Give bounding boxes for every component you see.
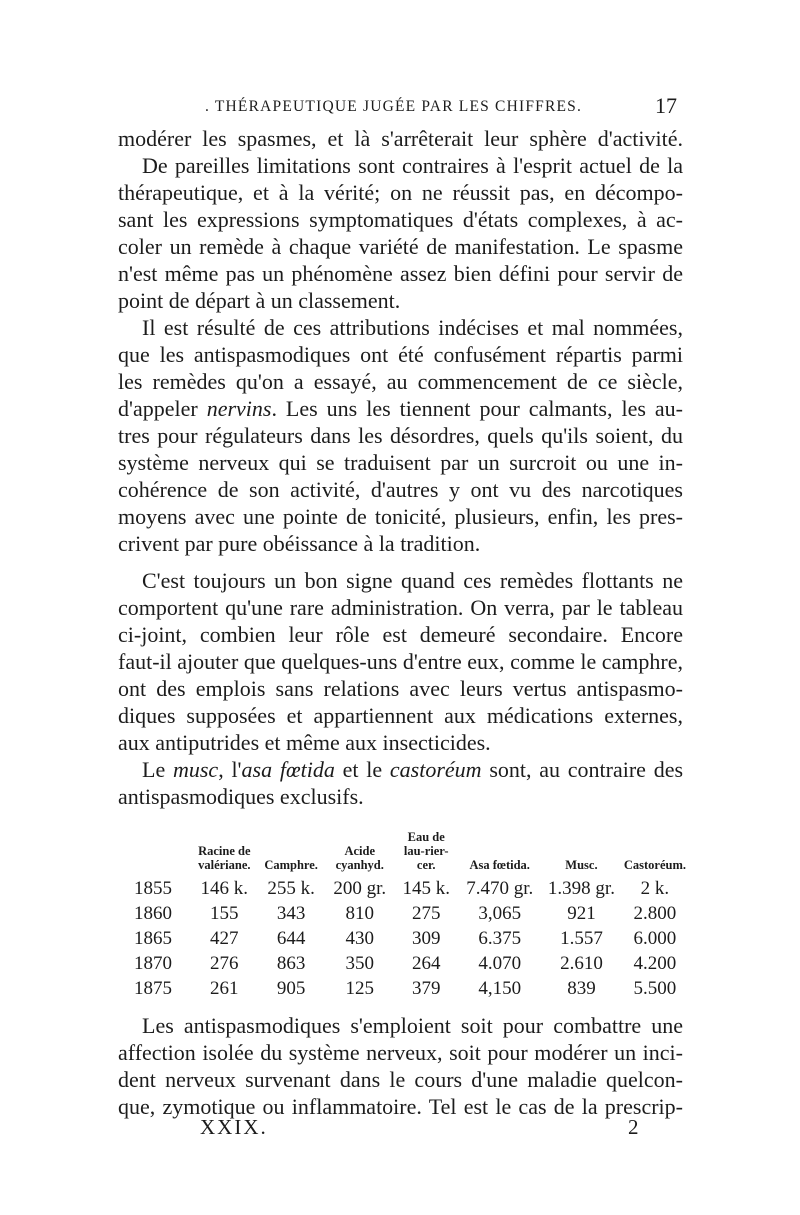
text-line: De pareilles limitations sont contraires à l'esprit actuel de la <box>142 153 683 178</box>
table-row <box>128 926 688 951</box>
text-line: affection isolée du système nerveux, soit pour modérer un inci- <box>118 1040 683 1065</box>
text-line <box>118 395 683 422</box>
table-cell: 155 <box>210 902 239 924</box>
text-line: diques supposées et appartiennent aux médications externes, <box>118 703 683 728</box>
text-run: , l' <box>218 757 242 782</box>
table-header-cell: Castoréum. <box>623 858 686 872</box>
text-line: antispasmodiques exclusifs. <box>118 784 364 809</box>
table-cell: 4.200 <box>633 952 677 974</box>
running-head: . THÉRAPEUTIQUE JUGÉE PAR LES CHIFFRES. <box>205 98 583 115</box>
paragraph-3 <box>118 567 683 756</box>
table-cell: 644 <box>276 927 306 949</box>
table-header-cell: Musc. <box>565 858 598 872</box>
text-line: cohérence de son activité, d'autres y ont vu des narcotiques <box>118 477 683 502</box>
text-line: n'est même pas un phénomène assez bien défini pour servir de <box>118 261 683 286</box>
table-cell: 309 <box>411 927 441 949</box>
table-cell: 379 <box>411 977 441 999</box>
table-cell: 4,150 <box>478 977 522 999</box>
table-cell: 1.398 gr. <box>547 877 615 899</box>
text-run: et le <box>334 757 390 782</box>
table-cell: 5.500 <box>633 977 677 999</box>
text-line: faut-il ajouter que quelques-uns d'entre eux, comme le camphre, <box>118 649 683 674</box>
paragraph-4 <box>118 756 683 810</box>
text-line: tres pour régulateurs dans les désordres, quels qu'ils soient, du <box>118 423 683 448</box>
text-line: sant les expressions symptomatiques d'états complexes, à ac- <box>118 207 683 232</box>
table-row <box>128 976 688 1001</box>
table-cell: 255 k. <box>267 877 315 899</box>
table-header-cell: Acide cyanhyd. <box>335 844 384 872</box>
table-row <box>128 876 688 901</box>
table-header-cell: Asa fœtida. <box>469 858 530 872</box>
table-header-row <box>128 830 688 876</box>
table-cell: 2.800 <box>633 902 677 924</box>
text-line: ci-joint, combien leur rôle est demeuré secondaire. Encore <box>118 622 683 647</box>
signature-number: 2 <box>628 1115 639 1139</box>
table-cell: 275 <box>411 902 441 924</box>
table-cell: 7.470 gr. <box>466 877 534 899</box>
paragraph-5 <box>118 1012 683 1120</box>
italic-term: musc <box>172 757 219 782</box>
table-cell: 1875 <box>134 977 172 999</box>
table-cell: 430 <box>345 927 374 949</box>
table-cell: 264 <box>411 952 441 974</box>
table-cell: 921 <box>567 902 596 924</box>
consumption-table <box>128 830 688 1001</box>
table-header-cell <box>128 830 192 876</box>
table-header-cell: Eau de lau-rier-cer. <box>403 830 449 872</box>
table-cell: 343 <box>276 902 306 924</box>
text-line: ont des emplois sans relations avec leurs vertus antispasmo- <box>118 676 683 701</box>
text-line: moyens avec une pointe de tonicité, plusieurs, enfin, les pres- <box>118 504 683 529</box>
text-line: que les antispasmodiques ont été confusément répartis parmi <box>118 342 683 367</box>
text-line: aux antiputrides et même aux insecticides. <box>118 730 491 755</box>
text-run: . Les uns les tiennent pour calmants, les au- <box>271 396 683 421</box>
table-cell: 4.070 <box>478 952 522 974</box>
text-line: coler un remède à chaque variété de manifestation. Le spasme <box>118 234 683 259</box>
text-line: système nerveux qui se traduisent par un surcroit ou une in- <box>118 450 683 475</box>
table-cell: 6.375 <box>478 927 522 949</box>
table-cell: 1855 <box>134 877 172 899</box>
table-row <box>128 901 688 926</box>
table-cell: 2.610 <box>560 952 603 974</box>
table-cell: 839 <box>567 977 596 999</box>
text-line: point de départ à un classement. <box>118 288 401 313</box>
page-number: 17 <box>655 93 677 118</box>
text-line: comportent qu'une rare administration. On verra, par le tableau <box>118 595 683 620</box>
table-cell: 905 <box>276 977 306 999</box>
paragraph-2 <box>118 314 683 557</box>
text-line: dent nerveux survenant dans le cours d'une maladie quelcon- <box>118 1067 683 1092</box>
table-cell: 1860 <box>134 902 172 924</box>
table-row <box>128 951 688 976</box>
signature-mark: XXIX. <box>200 1115 268 1139</box>
text-line: Les antispasmodiques s'emploient soit pour combattre une <box>142 1013 683 1038</box>
italic-term: asa fœtida <box>241 757 335 782</box>
table-cell: 145 k. <box>402 877 450 899</box>
table-cell: 810 <box>345 902 374 924</box>
text-line <box>118 756 683 783</box>
table-cell: 125 <box>345 977 374 999</box>
text-run: Le <box>142 757 173 782</box>
table-cell: 3,065 <box>478 902 522 924</box>
table-cell: 261 <box>210 977 239 999</box>
table-cell: 350 <box>345 952 374 974</box>
table-cell: 2 k. <box>640 877 670 899</box>
text-line: C'est toujours un bon signe quand ces remèdes flottants ne <box>142 568 683 593</box>
text-line: crivent par pure obéissance à la tradition. <box>118 531 481 556</box>
table-cell: 863 <box>276 952 306 974</box>
text-line: thérapeutique, et à la vérité; on ne réussit pas, en décompo- <box>118 180 683 205</box>
italic-term: nervins <box>206 396 272 421</box>
text-run: d'appeler <box>118 396 207 421</box>
table-cell: 1865 <box>134 927 172 949</box>
table-header-cell: Camphre. <box>264 858 318 872</box>
table-cell: 427 <box>210 927 239 949</box>
table-header-cell: Racine de valériane. <box>198 844 251 872</box>
text-run: sont, au contraire des <box>481 757 684 782</box>
table-cell: 146 k. <box>200 877 249 899</box>
table-cell: 1870 <box>134 952 172 974</box>
text-line: les remèdes qu'on a essayé, au commencement de ce siècle, <box>118 369 683 394</box>
table-cell: 6.000 <box>633 927 677 949</box>
text-line: Il est résulté de ces attributions indécises et mal nommées, <box>142 315 683 340</box>
text-line: modérer les spasmes, et là s'arrêterait leur sphère d'activité. <box>118 126 683 151</box>
table-cell: 200 gr. <box>333 877 387 899</box>
text-line: que, zymotique ou inflammatoire. Tel est le cas de la prescrip- <box>118 1094 683 1119</box>
paragraph-1 <box>118 125 683 314</box>
italic-term: castoréum <box>389 757 482 782</box>
table-cell: 276 <box>210 952 239 974</box>
table-cell: 1.557 <box>560 927 603 949</box>
